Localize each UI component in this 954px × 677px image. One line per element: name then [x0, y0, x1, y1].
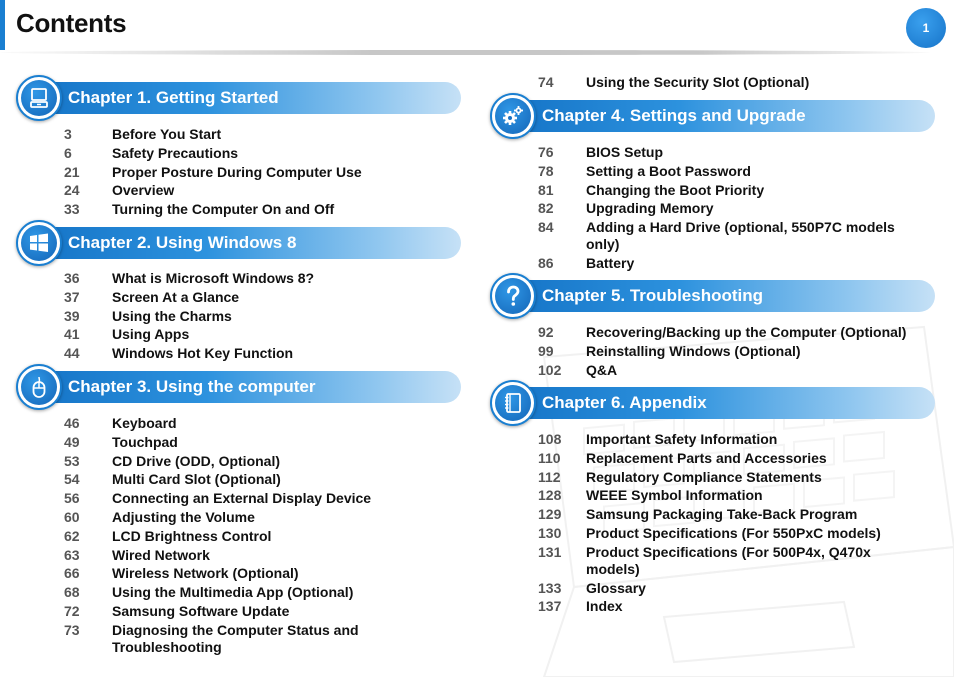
toc-entry[interactable] — [64, 434, 464, 451]
toc-entry[interactable] — [538, 182, 938, 199]
toc-page-number: 54 — [64, 471, 80, 488]
toc-entry-title: Setting a Boot Password — [586, 162, 751, 179]
toc-page-number: 6 — [64, 144, 72, 161]
page-number-badge: 1 — [906, 8, 946, 48]
toc-page-number: 86 — [538, 254, 554, 271]
toc-page-number: 133 — [538, 579, 562, 596]
toc-entry[interactable] — [64, 584, 464, 601]
notebook-icon — [490, 380, 536, 426]
toc-entry-title: Wired Network — [112, 546, 210, 563]
toc-entry[interactable] — [64, 547, 464, 564]
chapter-3-entries — [64, 415, 464, 658]
toc-entry-title: Wireless Network (Optional) — [112, 565, 299, 582]
toc-page-number: 36 — [64, 270, 80, 286]
toc-entry-title: Using the Multimedia App (Optional) — [112, 584, 354, 601]
gears-icon — [490, 93, 536, 139]
chapter-6-entries — [538, 431, 938, 617]
chapter-title: Chapter 5. Troubleshooting — [542, 286, 764, 305]
toc-page-number: 33 — [64, 201, 80, 218]
chapter-title: Chapter 4. Settings and Upgrade — [542, 106, 806, 125]
toc-entry-title: Connecting an External Display Device — [112, 490, 372, 507]
toc-entry-title: Using the Security Slot (Optional) — [586, 74, 810, 90]
toc-entry[interactable] — [64, 471, 464, 488]
header-accent-bar — [0, 0, 5, 50]
toc-entry-title: Samsung Software Update — [112, 602, 290, 619]
chapter-3-entries-continued — [538, 74, 809, 93]
toc-entry[interactable] — [64, 164, 362, 181]
toc-page-number: 72 — [64, 602, 80, 619]
toc-page-number: 130 — [538, 524, 562, 541]
toc-entry-title: Adjusting the Volume — [112, 508, 255, 525]
toc-page-number: 66 — [64, 565, 80, 582]
toc-page-number: 49 — [64, 433, 80, 450]
chapter-title: Chapter 3. Using the computer — [68, 377, 316, 396]
toc-entry[interactable] — [538, 431, 938, 448]
toc-entry[interactable] — [64, 622, 464, 656]
toc-entry[interactable] — [538, 580, 938, 597]
toc-entry-title: Replacement Parts and Accessories — [586, 449, 827, 466]
toc-entry-title: Screen At a Glance — [112, 288, 240, 305]
toc-entry[interactable] — [64, 308, 314, 325]
toc-entry-title: LCD Brightness Control — [112, 527, 272, 544]
windows-logo-icon — [16, 220, 62, 266]
toc-page-number: 92 — [538, 324, 554, 340]
toc-entry[interactable] — [538, 74, 809, 91]
toc-entry-title: WEEE Symbol Information — [586, 487, 763, 504]
toc-page-number: 60 — [64, 508, 80, 525]
toc-entry[interactable] — [538, 200, 938, 217]
chapter-5-entries — [538, 324, 906, 380]
toc-entry[interactable] — [64, 326, 314, 343]
toc-page-number: 112 — [538, 468, 561, 485]
toc-entry-title: Overview — [112, 182, 175, 199]
toc-page-number: 81 — [538, 181, 554, 198]
toc-entry-title: Adding a Hard Drive (optional, 550P7C models only) — [586, 219, 895, 253]
toc-entry-title: Before You Start — [112, 126, 222, 142]
toc-entry-title: Using Apps — [112, 326, 190, 343]
toc-entry-title: Product Specifications (For 500P4x, Q470x models) — [586, 543, 871, 577]
toc-entry[interactable] — [64, 490, 464, 507]
toc-entry[interactable] — [538, 450, 938, 467]
toc-page-number: 73 — [64, 621, 80, 638]
toc-page-number: 24 — [64, 182, 80, 199]
toc-page-number: 74 — [538, 74, 554, 90]
toc-page-number: 84 — [538, 219, 554, 236]
toc-page-number: 137 — [538, 598, 562, 615]
toc-entry-title: Glossary — [586, 579, 646, 596]
toc-page-number: 82 — [538, 200, 554, 217]
toc-entry[interactable] — [64, 289, 314, 306]
toc-entry[interactable] — [538, 324, 906, 341]
toc-entry[interactable] — [538, 487, 938, 504]
toc-entry[interactable] — [64, 182, 362, 199]
question-mark-icon — [490, 273, 536, 319]
chapter-title: Chapter 2. Using Windows 8 — [68, 233, 297, 252]
toc-page-number: 39 — [64, 307, 80, 324]
toc-page-number: 99 — [538, 342, 554, 359]
toc-page-number: 102 — [538, 361, 562, 378]
toc-entry-title: Changing the Boot Priority — [586, 181, 765, 198]
toc-entry-title: Samsung Packaging Take-Back Program — [586, 506, 858, 523]
toc-page-number: 44 — [64, 345, 80, 362]
toc-entry-title: Regulatory Compliance Statements — [586, 468, 822, 485]
toc-page-number: 46 — [64, 415, 80, 431]
chapter-4-entries — [538, 144, 938, 274]
toc-entry-title: Important Safety Information — [586, 431, 778, 447]
toc-page-number: 56 — [64, 490, 80, 507]
toc-entry-title: What is Microsoft Windows 8? — [112, 270, 315, 286]
toc-entry-title: Keyboard — [112, 415, 177, 431]
toc-entry-title: Recovering/Backing up the Computer (Optional) — [586, 324, 907, 340]
toc-entry-title: Diagnosing the Computer Status and Troubleshooting — [112, 621, 359, 655]
toc-entry[interactable] — [64, 145, 362, 162]
toc-page-number: 131 — [538, 543, 562, 560]
toc-entry[interactable] — [538, 469, 938, 486]
toc-entry-title: Reinstalling Windows (Optional) — [586, 342, 801, 359]
toc-entry[interactable] — [538, 343, 906, 360]
toc-entry-title: Using the Charms — [112, 307, 232, 324]
toc-entry[interactable] — [538, 506, 938, 523]
toc-entry-title: Product Specifications (For 550PxC models) — [586, 524, 881, 541]
toc-entry[interactable] — [64, 345, 314, 362]
chapter-2-entries — [64, 270, 314, 364]
chapter-title: Chapter 6. Appendix — [542, 393, 707, 412]
toc-entry-title: Touchpad — [112, 433, 178, 450]
toc-entry-title: Windows Hot Key Function — [112, 345, 294, 362]
toc-page-number: 3 — [64, 126, 72, 142]
laptop-icon — [16, 75, 62, 121]
toc-entry[interactable] — [538, 219, 938, 253]
toc-page-number: 110 — [538, 449, 561, 466]
toc-entry[interactable] — [538, 144, 938, 161]
toc-entry-title: Battery — [586, 254, 635, 271]
chapter-title: Chapter 1. Getting Started — [68, 88, 279, 107]
toc-entry-title: Index — [586, 598, 623, 615]
toc-entry[interactable] — [538, 544, 938, 578]
toc-entry[interactable] — [64, 509, 464, 526]
header-divider — [0, 50, 930, 55]
toc-entry[interactable] — [64, 270, 314, 287]
chapter-1-entries — [64, 126, 362, 220]
toc-entry-title: Q&A — [586, 361, 618, 378]
toc-entry[interactable] — [64, 453, 464, 470]
page-title: Contents — [16, 8, 127, 38]
toc-page-number: 63 — [64, 546, 80, 563]
toc-page-number: 68 — [64, 584, 80, 601]
toc-entry[interactable] — [64, 126, 362, 143]
toc-entry[interactable] — [538, 362, 906, 379]
toc-page-number: 76 — [538, 144, 554, 160]
toc-entry[interactable] — [64, 415, 464, 432]
toc-entry-title: Multi Card Slot (Optional) — [112, 471, 281, 488]
toc-entry[interactable] — [538, 525, 938, 542]
toc-entry-title: Turning the Computer On and Off — [112, 201, 335, 218]
toc-entry[interactable] — [64, 565, 464, 582]
toc-page-number: 53 — [64, 452, 80, 469]
toc-entry[interactable] — [538, 163, 938, 180]
toc-page-number: 128 — [538, 487, 562, 504]
toc-entry[interactable] — [64, 201, 362, 218]
toc-entry[interactable] — [538, 598, 938, 615]
toc-entry[interactable] — [538, 255, 938, 272]
toc-page-number: 37 — [64, 288, 80, 305]
mouse-icon — [16, 364, 62, 410]
toc-entry-title: Safety Precautions — [112, 144, 239, 161]
toc-page-number: 78 — [538, 162, 554, 179]
toc-page-number: 62 — [64, 527, 80, 544]
toc-page-number: 21 — [64, 163, 80, 180]
toc-entry[interactable] — [64, 603, 464, 620]
toc-entry-title: Upgrading Memory — [586, 200, 714, 217]
toc-page-number: 108 — [538, 431, 562, 447]
toc-page-number: 129 — [538, 506, 562, 523]
toc-entry-title: CD Drive (ODD, Optional) — [112, 452, 281, 469]
toc-page-number: 41 — [64, 326, 80, 343]
toc-entry-title: Proper Posture During Computer Use — [112, 163, 362, 180]
toc-entry[interactable] — [64, 528, 464, 545]
toc-entry-title: BIOS Setup — [586, 144, 664, 160]
